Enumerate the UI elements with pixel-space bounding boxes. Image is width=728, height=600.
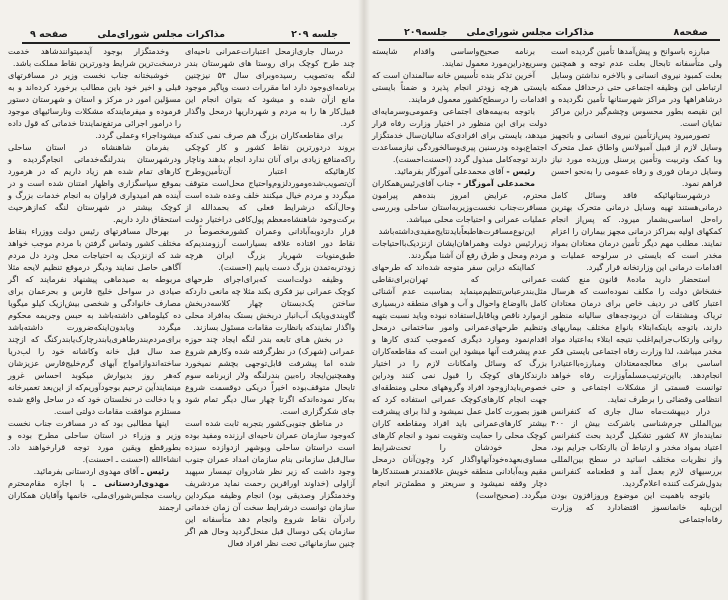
column [185, 45, 355, 549]
paragraph-text: مبارزه باسوانح و پیش‌آمدها تأمین گردیده است ولی متأسفانه تابحال بعلت عدم توجه و همچنین بعلت کمبود نیروی انسانی و بالاخره نداشتن وسایل ارتباطی این وظیفه اجتماعی حتی درحداقل ممکنه درشاهراهها ودر مراکز شهرستانها تأمین نگردیده و این نقیصه بطور محسوس وچشم‌گیر دراین مراکز نمایان است. [551, 46, 722, 128]
header-rule [378, 39, 720, 41]
paragraph [551, 189, 722, 273]
page-header [20, 29, 350, 43]
page-gutter [358, 0, 370, 600]
paragraph-text: درسال جاری‌ازمحل اعتبارات‌عمرانی ناحیه‌ای چند طرح کوچک برای روستا های شهرستان بندر لنگه به‌تصویب رسیده‌وبرای سال ۵۴ نیزچنین برنامه‌ای‌وجود دارد اما مقررات دست وپاگیر موجود مانع ازآن شده و میشود که بتوان انجام این قبیل‌کار ها را به مردم و شهرداریها درمحل واگذار کرد. [185, 46, 355, 128]
paragraph-text: استحضار دارید ماده۸ قانون منع کشت خشخاش دولت را مکلف نموده‌است که هرسال اعتبار کافی در ردیف خاص برای درمان معتادان تریاک ومشتقات آن دربودجه‌های سالیانه منظور دارند، باتوجه باینکه‌ابتلاء بانواع مختلف بیماریهای روانی وارتکاب‌جرایم‌اغلب نتیجه ابتلاء به‌اعتیاد مواد مخدر میباشد، لذا وزارت رفاه اجتماعی بایستی فکر اساسی برای معالجه‌معتادان ومبارزه‌بااعتیادرا انجام‌دهد. بااین‌ترتیب‌مسلماًوزارت رفاه خواهد توانست قسمتی از مشکلات اجتماعی و حتی انتظامی وقضائی را برطرف نماید. [551, 274, 722, 404]
column [551, 45, 722, 525]
paragraph [185, 273, 355, 333]
paragraph-text: کمااینکه دراین سفر متوجه شده‌اند که طرحهای عمرانی که تهران‌برای‌نقاطی مثل‌بندرعباس‌تنظیم‌مینماید بمناسبت عدم آشنائی کامل بااوضاع واحوال و آب و هوای منطقه دربسیاری ازموارد ناقص ویاقابل‌استفاده نبوده وباید نسبت بتهیه وتنظیم طرحهای‌عمرانی وامور ساختمانی درمحل اقدام‌نمود وموارد دیگری که‌موجب کندی کارها و عدم پیشرفت آنها میشود این است که مقاطعه‌کاران بزرگ که وسائل وامکانات لازم را در اختیار دارند‌کارهای کوچک را قبول نمی کنند ودراین خصوص‌بایدازوجود افراد وگروههای محلی ومنطقه‌ای جهت انجام کارهای‌کوچک عمرانی استفاده کرد که هنوز بصورت کامل عمل نمیشود و لذا برای پیشرفت بیشتر کارهای‌عمرانی باید افراد ومقاطعه کاران کوچک محلی را حمایت وتقویت نمود و انجام کارهای محل خودشان را تحت‌شرایط مساوی‌بعهده‌خودآنهاواگذار کرد وچون‌آنان درمحل مقیم وبه‌آبادانی منطقه خویش علاقمندتر هستند‌کارها دچار وقفه نمیشود و سریعتر و مطمئن‌تر انجام میگردد. (صحیح‌است) [372, 262, 547, 500]
paragraph-text: تصورمیرود پس‌ازتأمین نیروی انسانی و باتجهیز وسایل لازم از قبیل آمبولانس واطاق عمل متحرک وبا کمک وتربیت وتأمین پرسنل ورزیده مورد نیاز وسایل درمان فوری و رفاه عمومی را به‌نحو احسن فراهم نمود. [551, 130, 722, 188]
paragraph-text: بهرحال مسافرتهای رئیس دولت ووزراء بنقاط مختلف کشور وتماس گرفتن با مردم موجب خواهد شد که ازنزدیک به احتیاجات محل ودرد دل مردم آگاهی حاصل نمایند ودیگر درموقع تنظیم لایحه مثلا مربوطه به صیدماهی پیشنهاد نفرمایند که اگر صیادی در سواحل خلیج فارس و بحرعمان برای مصارف خانوادگی و شخصی بیش‌ازیک کیلو میگویا ده کیلوماهی داشته‌باشد به حبس وجریمه محکوم میگردد ویابدون‌اینکه‌ضرورت داشته‌باشد برای‌مردم‌بندرطاهری‌یابندرچارک‌یابندرکنگ که ازچند صد سال قبل خانه وکاشانه خود را لب‌دریا ساخته‌اندوازامواج آبهای گرم‌خلیج‌فارس عزیزشان که‌هر روز بدیوارش میکوبد احساس غرور مینمایندآین ترحیم بوجودآوریم‌که از این‌بعد تعمیرخانه و یا دخالت در نخلستان خود که در ساحل واقع شده مستلزم موافقت مقامات دولتی است. [8, 226, 181, 416]
page-number: صفحه۸ [673, 27, 708, 38]
paragraph [372, 261, 547, 501]
session-number: جلسه۲۰۹ [404, 27, 448, 38]
paragraph-text: خوشبختانه جناب نخست وزیر در مسافرتهای قبلی و اخیر خود باین مطالب برخورد کرده‌اند و به مسؤلین امور در مرکز و استان و شهرستان دستور فرموده و میفرمایندکه مشکلات ونارسائیهای موجود را درامور اجرائی مرتفع‌نمایندتا خدماتی که قول داده میشوداجراء وعملی گردد. [8, 70, 181, 140]
paragraph-text: جناب آقای‌رئیس‌همکاران محترم، عرایض امروز بنده‌هم پیرامون مسافرت‌جناب نخست‌وزیربه‌استان ساحلی وبررسی عملیات عمرانی و احتیاجات محلی میباشد. [372, 178, 547, 224]
paragraph [551, 405, 722, 489]
speaker-paragraph [372, 177, 547, 225]
paragraph [8, 141, 181, 225]
speaker-name: رئیس ـ [140, 466, 169, 476]
paragraph [8, 69, 181, 141]
paragraph-text: در مناطق جنوبی‌کشور بتجربه ثابت شده است که‌وجود سازمان عمران ناحیه‌ای ارزنده ومفید بوده است دراستان ساحلی وبوشهر ازدوازده سیزده سال‌قبل سازمانی بنام سازمان امداد عمران جنوب وجود داشت که زیر نظر شادروان تیمسار سپهبد آزاولی (خداوند اورا‌قرین رحمت نماید مردشریف وخدمتگزار وصدیقی بود) انجام وظیفه میکرد‌این سازمان توانست درشرایط سخت آن زمان خدماتی رادرآن نقاط شروع وانجام دهد متأسفانه این سازمان یکی دوسال قبل منحل‌گردید وحال هم اگر چنین سازمانهائی تحت نظر افراد فعال [185, 418, 355, 548]
paragraph [185, 333, 355, 417]
paragraph [372, 69, 547, 105]
paragraph-text: برنامه صحیح‌واساسی واقدام شایسته وسریع‌دراین‌مورد معمول نمایند. [372, 46, 547, 68]
paragraph-text: اینها مطالبی بود که در مسافرت جناب نخست وزیر و وزراء در استان ساحلی مطرح بوده و بطورقطع ویقین مورد توجه قرارخواهند داد. انشاءالله (احسنت ـ احسنت). [8, 418, 181, 464]
page-number: صفحه ۹ [30, 29, 68, 40]
column [8, 45, 181, 513]
paragraph-text: آخرین تذکر بنده تأسیس خانه سالمندان است که بایستی هرچه زودتر انجام پذیرد و ضمناً بایستی اقدامات را درسطح‌کشور معمول فرمایند. [372, 70, 547, 104]
paragraph [8, 45, 181, 69]
header-title: مذاکرات مجلس شورای‌ملی [97, 29, 225, 40]
paragraph-text: وخدمتگزار بوجود آیدمیتوانندشاهد خدمت درسخت‌ترین شرایط ودورترین نقاط مملکت باشد. [8, 46, 181, 68]
speaker-paragraph [8, 465, 181, 477]
right-page [364, 0, 728, 600]
speaker-paragraph [8, 477, 181, 513]
paragraph [551, 273, 722, 405]
speaker-name: رئیس - [506, 166, 535, 176]
paragraph [551, 129, 722, 189]
paragraph-text: برای مقاطعه‌کاران بزرگ هم صرف نمی کندکه بروند دردورترین نقاط کشور و کار کوچکی راکه‌منافع زیادی برای آنان ندارد انجام بدهند وناچار کارهائیکه اعتبار آن‌تأمین‌وطرح آن‌تصویب‌شده‌وموردلزوم‌واحتیاج محل‌است متوقف میگردد و مردم خیال میکنند خلف وعده شده است وحال‌آنکه درشرایط فعلی که بحمدالله از برکت‌وجود شاهنشاه‌معظم پول‌کافی دراختیار دولت قرار داردوبه‌آبادانی وعمران کشورمخصوصاً در نقاط دور افتاده علاقه بسیاراست آرزومندیم‌که طبق‌منویات شهریار بزرگ ایران هرچه زودتربه‌تمدن بزرگ دست یابیم (احسنت). [185, 130, 355, 272]
paragraph-text: آقای محمدعلی آموزگار بفرمائید. [394, 166, 504, 176]
paragraph-text: درار دیبهشت‌ماه سال جاری که کنفرانس بین‌المللی جرم‌شناسی باشرکت بیش از ۴۰۰ نماینده‌از ۸۷ کشور تشکیل گردید بحث کنفرانس اعتیاد بمواد مخدر و ارتباط آن باارتکاب جرایم بود، واز نظریات مختلف اساتید در سطح بین‌المللی بررسیهای لازم بعمل آمد و قطعنامه کنفرانس بدول‌شرکت کننده اعلام‌گردید. [551, 406, 722, 488]
paragraph [185, 129, 355, 273]
paragraph [372, 105, 547, 165]
paragraph [185, 417, 355, 549]
paragraph-text: آقای مهدوی اردستانی بفرمائید. [33, 466, 139, 476]
paragraph [372, 45, 547, 69]
paragraph-text: باتوجه باهمیت این موضوع وروزافزون بودن این‌بلیه خانمانسوز اقتضادارد که وزارت رفاه‌اجتماعی [551, 490, 722, 524]
speaker-name: مهدوی‌اردستانی ـ [93, 478, 170, 488]
paragraph-text: این‌نوع‌مسافرت‌ها‌طبعاً‌بایدنتایج‌مفیدی‌داشته‌باشد زیرارئیس دولت وهمراهان‌ایشان ازنزدیک‌بااحتیاجات مردم ومحل و طرق رفع آن آشنا میگردند. [372, 226, 547, 260]
paragraph-text: وظیفه دولت‌است که‌برای‌اجرای طرحهای کوچک عمرانی نیز فکری بکند مثلا چه مانعی داردکه ساختن یک‌دبستان چهار کلاسه‌دربخش گاوبندی‌ویایک آب‌انبار دربخش بستک به‌افراد محلی واگذار نمایند‌که بانظارت مقامات مسئول بسازند. [184, 274, 355, 332]
paragraph [8, 417, 181, 465]
header-title: مذاکرات مجلس شورای‌ملی [466, 27, 594, 38]
speaker-name: محمدعلی آموزگار - [457, 178, 535, 188]
paragraph-text: با اجازه مقام‌محترم ریاست مجلس‌شورای‌ملی، خانمها وآقایان همکاران ارجمند [8, 478, 181, 512]
paragraph [372, 225, 547, 261]
session-number: جلسه ۲۰۹ [291, 29, 338, 40]
header-rule [22, 42, 350, 44]
paragraph [185, 45, 355, 129]
paragraph-text: باتوجه به‌بیمه‌های اجتماعی وعمومی‌وسرمایه‌ای دولت برای این منظور در اختیار وزارت رفاه قرار میدهد، بایستی برای افرادی‌که سالیان‌سال خدمتگزار اجتماع‌بوده ودرسنین پیری‌وسالخوردگی نیازمساعدت دارند توجه‌کامل مبذول گردد (احسنت‌احسنت). [372, 106, 547, 164]
column [372, 45, 547, 501]
paragraph-text: در بخش هـای تابعه بندر لنگه ایجاد چند حوزه عمرانی (شهرک) در نظرگرفته شده وکارهم شروع شده اما پیشرفت قابل‌توجهی بچشم نمیخورد وهمچنین‌ایجاد راه‌بین بندرلنگه ولار ازبرنامه سوم تابحال متوقف‌بوده اخیراً دریکی دوقسمت شروع به‌کار نموده‌اندکه اگرتا چهار سال دیگر تمام شود جای شکرگزاری است. [185, 334, 355, 416]
paragraph-text: درشهرستانهائیکه فاقد وسائل کامل درمانی‌هستند تهیه وسایل درمانی متحرک بهترین راه‌حل اساسی‌بشمار میرود. که پس‌از انجام کمکهای اولیه بمراکز درمانی مجهز بیماران را اعزام نمایند. مطلب مهم دیگر تأمین درمان معتادان بمواد مخدر است که بایستی در سرلوحه عملیات و اقدامات درمانی این وزارتخانه قرار گیرد. [551, 190, 722, 272]
speaker-paragraph [372, 165, 547, 177]
paragraph [551, 45, 722, 129]
paragraph-text: بفرمان شاهنشاه در استان ساحلی ودرشهرستان بندرلنگه‌خدماتی انجام‌گردیده و کارهای تمام شده هم زیاد داریم که در هرمورد بموقع سپاسگزاری واظهار امتنان شده است و در آینده هم امیدواری فراوان به انجام خدمات بزرگ و کوچک بیشتر در شهرستان لنگه که‌ازهرحیث استحقاق دارد داریم. [8, 142, 181, 224]
paragraph [8, 225, 181, 417]
paragraph [551, 489, 722, 525]
